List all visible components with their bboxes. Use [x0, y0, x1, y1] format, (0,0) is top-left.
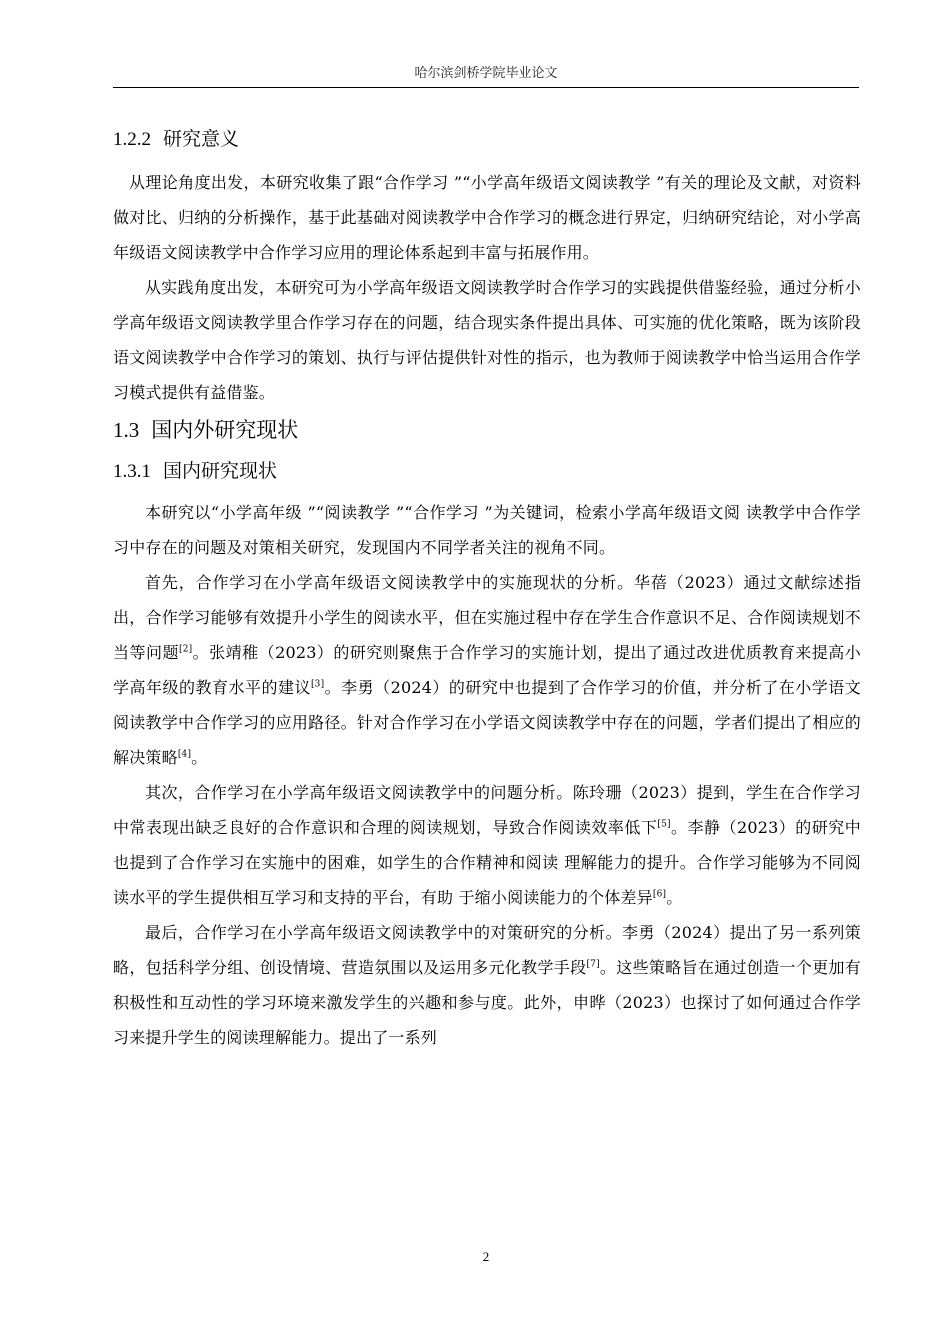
citation-7: [7]	[586, 959, 600, 970]
text-run: 首先，合作学习在小学高年级语文阅读教学中的实施现状的分析。华蓓（2023）通过文献综述指出，合作学习能够有效提升小学生的阅读水平，但在实施过程中存在学生合作意识不足、合作阅读规划不当等问题	[113, 573, 861, 662]
section-heading-1-3-1	[113, 456, 861, 483]
text-run: 。这些策略旨在通过创造一个更加有积极性和互动性的学习环境来激发学生的兴趣和参与度。此外，申晔（2023）也探讨了如何通过合作学习来提升学生的阅读理解能力。提出了一系列	[113, 958, 861, 1047]
citation-5: [5]	[657, 819, 671, 830]
paragraph-secondly	[113, 775, 861, 915]
header-rule	[113, 87, 859, 88]
section-heading-1-2-2	[113, 124, 861, 151]
text-run: 。李静（2023）的研究中也提到了合作学习在实施中的困难，如学生的合作精神和阅读 理解能力的提升。合作学习能够为不同阅读水平的学生提供相互学习和支持的平台，有助 于缩小阅读能力的个体差异	[113, 818, 861, 907]
section-heading-1-3	[113, 414, 861, 444]
section-number: 1.3.1	[113, 461, 151, 482]
section-number: 1.2.2	[113, 129, 151, 150]
paragraph-keywords: 本研究以“小学高年级 ”“阅读教学 ”“合作学习 ”为关键词，检索小学高年级语文阅 读教学中合作学习中存在的问题及对策相关研究，发现国内不同学者关注的视角不同。	[113, 503, 861, 557]
citation-3: [3]	[310, 679, 325, 690]
section-title: 研究意义	[163, 128, 240, 150]
section-title: 国内研究现状	[163, 460, 278, 482]
text-run: 。	[191, 748, 208, 767]
text-run: 。	[666, 888, 683, 907]
page-number: 2	[482, 1249, 490, 1264]
paragraph-practice: 从实践角度出发，本研究可为小学高年级语文阅读教学时合作学习的实践提供借鉴经验，通过分析小学高年级语文阅读教学里合作学习存在的问题，结合现实条件提出具体、可实施的优化策略，既为该阶段语文阅读教学中合作学习的策划、执行与评估提供针对性的指示，也为教师于阅读教学中恰当运用合作学习模式提供有益借鉴。	[113, 278, 861, 402]
section-title: 国内外研究现状	[151, 418, 299, 442]
running-header: 哈尔滨剑桥学院毕业论文	[414, 66, 558, 81]
page-body	[113, 124, 861, 1055]
paragraph-finally	[113, 915, 861, 1055]
text-run: 。李勇（2024）的研究中也提到了合作学习的价值，并分析了在小学语文阅读教学中合作学习的应用路径。针对合作学习在小学语文阅读教学中存在的问题，学者们提出了相应的解决策略	[113, 678, 861, 767]
text-run: 最后，合作学习在小学高年级语文阅读教学中的对策研究的分析。李勇（2024）提出了另一系列策略，包括科学分组、创设情境、营造氛围以及运用多元化教学手段	[113, 923, 861, 977]
paragraph-theory: 从理论角度出发，本研究收集了跟“合作学习 ”“小学高年级语文阅读教学 ”有关的理论及文献，对资料做对比、归纳的分析操作，基于此基础对阅读教学中合作学习的概念进行界定，归纳研究结论，对小学高年级语文阅读教学中合作学习应用的理论体系起到丰富与拓展作用。	[113, 173, 861, 262]
citation-4: [4]	[177, 749, 192, 760]
citation-6: [6]	[652, 889, 667, 900]
text-run: 其次，合作学习在小学高年级语文阅读教学中的问题分析。陈玲珊（2023）提到，学生在合作学习中常表现出缺乏良好的合作意识和合理的阅读规划，导致合作阅读效率低下	[113, 783, 861, 837]
paragraph-firstly	[113, 565, 861, 775]
text-run: 。张靖稚（2023）的研究则聚焦于合作学习的实施计划，提出了通过改进优质教育来提高小学高年级的教育水平的建议	[113, 643, 861, 697]
section-number: 1.3	[113, 418, 140, 442]
citation-2: [2]	[178, 644, 193, 655]
